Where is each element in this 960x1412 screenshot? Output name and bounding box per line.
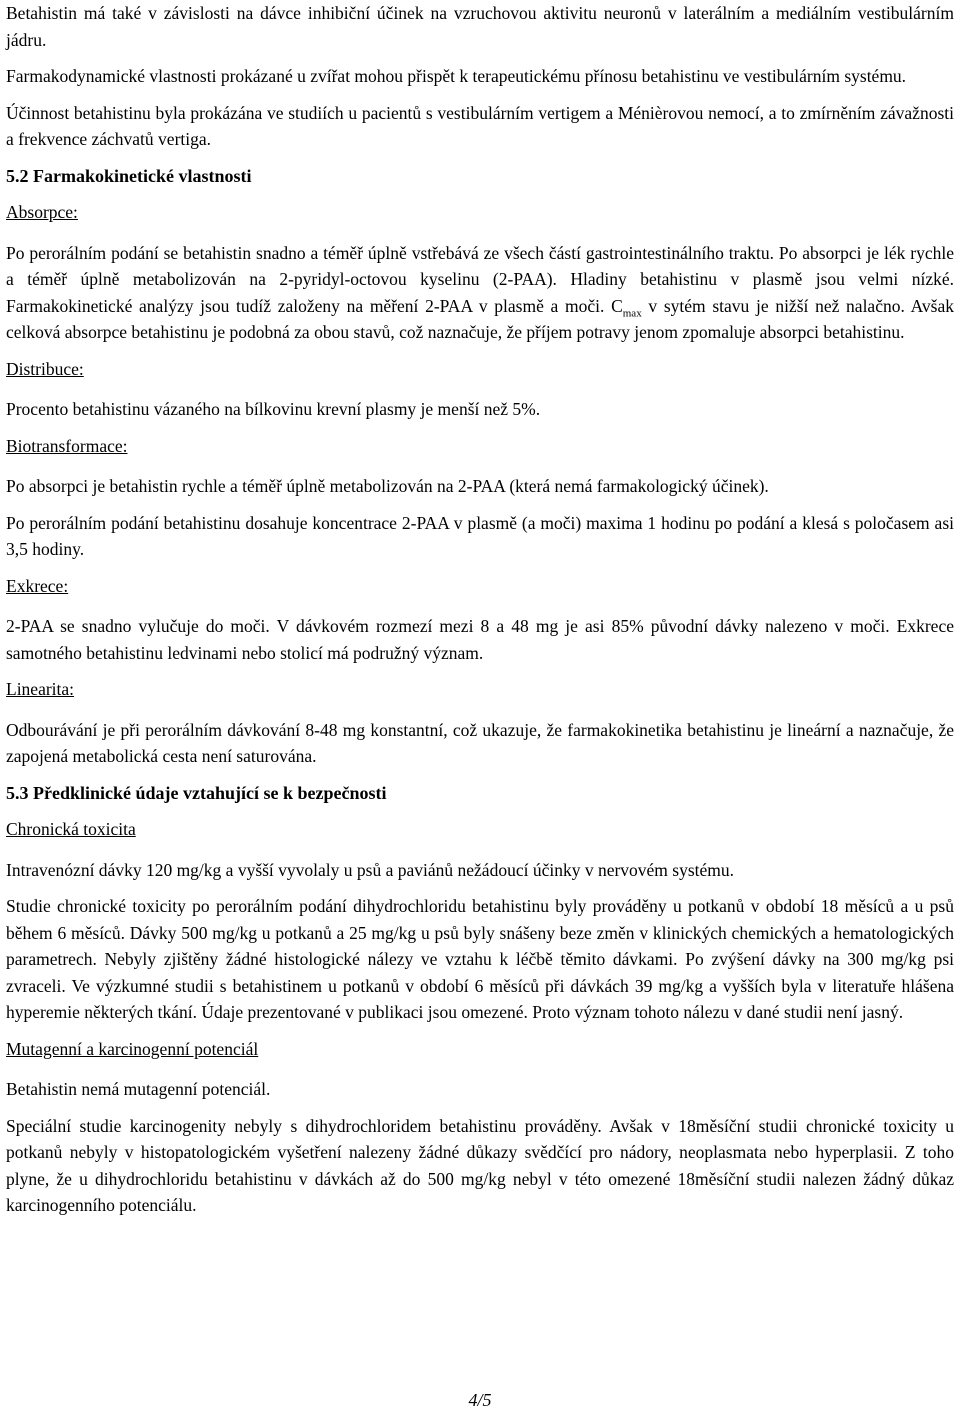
paragraph-mutagenni-2: Speciální studie karcinogenity nebyly s dihydrochloridem betahistinu prováděny. Avšak v 18měsíční studii chronické toxicity u potkanů nebyly v histopatologickém vyšetření nalezeny žádné důkazy svědčící pro nádory, neoplasmata nebo hyperplasii. Z toho plyne, že u dihydrochloridu betahistinu v dávkách až do 500 mg/kg nebyl v této omezené 18měsíční studii nalezen žádný důkaz karcinogenního potenciálu.: [6, 1115, 954, 1215]
paragraph-exkrece: 2-PAA se snadno vylučuje do moči. V dávkovém rozmezí mezi 8 a 48 mg je asi 85% původní dávky nalezeno v moči. Exkrece samotného betahistinu ledvinami nebo stolicí má podružný význam.: [6, 616, 954, 663]
subheading-linearita: Linearita:: [6, 679, 75, 699]
subheading-distribuce: Distribuce:: [6, 358, 84, 379]
text-run: v sytém stavu je nižší než nalačno. Avšak celková absorpce betahistinu je podobná za obou stavů, což naznačuje, že příjem potravy jenom zpomaluje absorpci betahistinu.: [6, 295, 954, 342]
section-heading-5-3: 5.3 Předklinické údaje vztahující se k bezpečnosti: [6, 782, 387, 803]
subscript-max: max: [622, 307, 642, 319]
subheading-biotransformace: Biotransformace:: [6, 435, 128, 456]
paragraph-biotransformace-1: Po absorpci je betahistin rychle a téměř úplně metabolizován na 2-PAA (která nemá farmakologický účinek).: [6, 476, 769, 496]
document-body: [6, 0, 954, 1219]
paragraph-mutagenni-1: Betahistin nemá mutagenní potenciál.: [6, 1079, 271, 1099]
page-number: 4/5: [468, 1390, 492, 1410]
text-run: Po perorálním podání se betahistin snadno a téměř úplně vstřebává ze všech částí gastrointestinálního traktu. Po absorpci je lék rychle a téměř úplně metabolizován na 2-pyridyl-octovou kyselinu (2-PAA). Hladiny betahistinu v plasmě jsou velmi nízké. Farmakokinetické analýzy jsou tudíž založeny na měření 2-PAA v plasmě a moči. C: [6, 242, 954, 316]
paragraph-chronicka-1: Intravenózní dávky 120 mg/kg a vyšší vyvolaly u psů a paviánů nežádoucí účinky v nervovém systému.: [6, 859, 735, 880]
paragraph-linearita: Odbourávání je při perorálním dávkování 8-48 mg konstantní, což ukazuje, že farmakokinetika betahistinu je lineární a naznačuje, že zapojená metabolická cesta není saturována.: [6, 719, 954, 766]
paragraph-distribuce: Procento betahistinu vázaného na bílkovinu krevní plasmy je menší než 5%.: [6, 399, 541, 419]
paragraph: Účinnost betahistinu byla prokázána ve studiích u pacientů s vestibulárním vertigem a Ménièrovou nemocí, a to zmírněním závažnosti a frekvence záchvatů vertiga.: [6, 102, 954, 149]
subheading-absorpce: Absorpce:: [6, 202, 78, 222]
paragraph: Betahistin má také v závislosti na dávce inhibiční účinek na vzruchovou aktivitu neuronů v laterálním a mediálním vestibulárním jádru.: [6, 3, 954, 50]
paragraph-biotransformace-2: Po perorálním podání betahistinu dosahuje koncentrace 2-PAA v plasmě (a moči) maxima 1 hodinu po podání a klesá s poločasem asi 3,5 hodiny.: [6, 512, 954, 559]
section-heading-5-2: 5.2 Farmakokinetické vlastnosti: [6, 165, 252, 186]
paragraph-absorpce: [6, 240, 954, 346]
paragraph: Farmakodynamické vlastnosti prokázané u zvířat mohou přispět k terapeutickému přínosu betahistinu ve vestibulárním systému.: [6, 66, 907, 86]
paragraph-chronicka-2: Studie chronické toxicity po perorálním podání dihydrochloridu betahistinu byly prováděny u potkanů v období 18 měsíců a u psů během 6 měsíců. Dávky 500 mg/kg u potkanů a 25 mg/kg u psů byly snášeny beze změn v klinických chemických a hematologických parametrech. Nebyly zjištěny žádné histologické nálezy ve vztahu k léčbě těmito dávkami. Po zvýšení dávky na 300 mg/kg psi zvraceli. Ve výzkumné studii s betahistinem u potkanů v období 6 měsíců při dávkách 39 mg/kg a vyšších byla v literatuře hlášena hyperemie některých tkání. Údaje prezentované v publikaci jsou omezené. Proto význam tohoto nálezu v dané studii není jasný.: [6, 896, 954, 1022]
subheading-exkrece: Exkrece:: [6, 575, 69, 596]
subheading-chronicka-toxicita: Chronická toxicita: [6, 819, 136, 839]
subheading-mutagenni: Mutagenní a karcinogenní potenciál: [6, 1038, 259, 1059]
